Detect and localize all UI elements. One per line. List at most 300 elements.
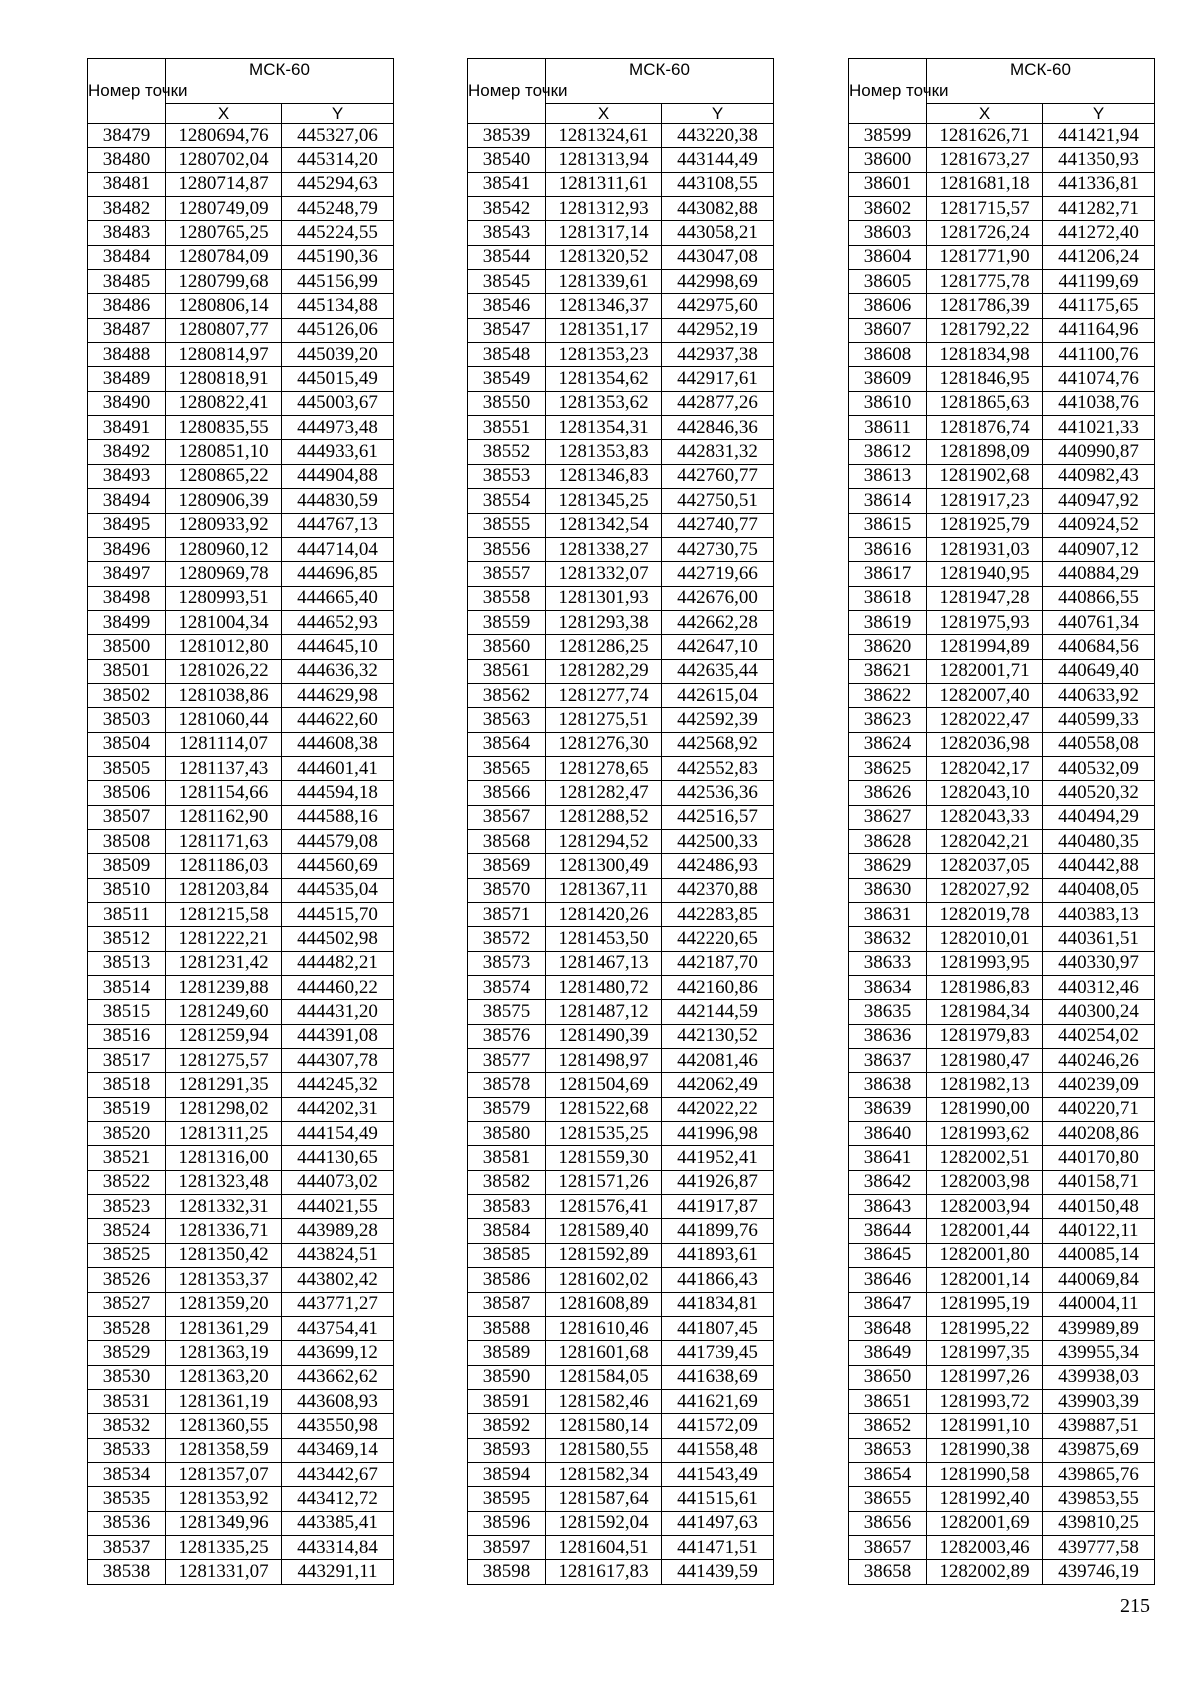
table-row [88, 1292, 394, 1316]
x-coordinate-cell: 1282003,46 [927, 1535, 1043, 1559]
x-coordinate-cell: 1281313,94 [546, 148, 662, 172]
x-coordinate-cell: 1282001,44 [927, 1219, 1043, 1243]
y-coordinate-cell: 440122,11 [1043, 1219, 1155, 1243]
table-row [468, 464, 774, 488]
table-row [468, 1024, 774, 1048]
point-number-cell: 38573 [468, 951, 546, 975]
table-row [849, 1414, 1155, 1438]
x-coordinate-cell: 1281317,14 [546, 221, 662, 245]
x-coordinate-cell: 1281582,46 [546, 1389, 662, 1413]
y-coordinate-cell: 444482,21 [282, 951, 394, 975]
point-number-cell: 38492 [88, 440, 166, 464]
y-coordinate-cell: 442062,49 [662, 1073, 774, 1097]
x-coordinate-cell: 1281316,00 [166, 1146, 282, 1170]
y-coordinate-cell: 440558,08 [1043, 732, 1155, 756]
point-number-cell: 38508 [88, 829, 166, 853]
point-number-cell: 38485 [88, 270, 166, 294]
table-row [849, 805, 1155, 829]
table-row [849, 124, 1155, 148]
x-coordinate-cell: 1281012,80 [166, 635, 282, 659]
y-coordinate-cell: 445190,36 [282, 245, 394, 269]
coordinate-system-header: МСК-60 [546, 59, 774, 104]
y-coordinate-cell: 441206,24 [1043, 245, 1155, 269]
y-coordinate-cell: 445003,67 [282, 391, 394, 415]
x-coordinate-cell: 1281990,00 [927, 1097, 1043, 1121]
point-number-cell: 38607 [849, 318, 927, 342]
y-coordinate-cell: 442160,86 [662, 976, 774, 1000]
x-coordinate-cell: 1281291,35 [166, 1073, 282, 1097]
x-coordinate-cell: 1281480,72 [546, 976, 662, 1000]
x-coordinate-cell: 1281453,50 [546, 927, 662, 951]
y-coordinate-cell: 444515,70 [282, 903, 394, 927]
x-coordinate-cell: 1281522,68 [546, 1097, 662, 1121]
x-coordinate-cell: 1282037,05 [927, 854, 1043, 878]
x-coordinate-cell: 1281331,07 [166, 1560, 282, 1584]
x-coordinate-cell: 1281186,03 [166, 854, 282, 878]
y-coordinate-cell: 441175,65 [1043, 294, 1155, 318]
y-coordinate-cell: 442516,57 [662, 805, 774, 829]
table-row [468, 903, 774, 927]
table-row [468, 221, 774, 245]
point-number-cell: 38588 [468, 1316, 546, 1340]
table-row [849, 903, 1155, 927]
point-number-cell: 38489 [88, 367, 166, 391]
x-coordinate-cell: 1281339,61 [546, 270, 662, 294]
y-coordinate-cell: 444622,60 [282, 708, 394, 732]
x-coordinate-cell: 1281898,09 [927, 440, 1043, 464]
table-row [849, 1389, 1155, 1413]
coordinate-system-header: МСК-60 [166, 59, 394, 104]
y-coordinate-cell: 445314,20 [282, 148, 394, 172]
x-column-header: X [927, 104, 1043, 124]
table-row [849, 1024, 1155, 1048]
y-coordinate-cell: 439955,34 [1043, 1341, 1155, 1365]
x-coordinate-cell: 1281038,86 [166, 683, 282, 707]
point-number-cell: 38479 [88, 124, 166, 148]
x-coordinate-cell: 1281162,90 [166, 805, 282, 829]
x-coordinate-cell: 1280818,91 [166, 367, 282, 391]
x-coordinate-cell: 1280865,22 [166, 464, 282, 488]
point-number-cell: 38577 [468, 1049, 546, 1073]
x-coordinate-cell: 1281026,22 [166, 659, 282, 683]
y-coordinate-cell: 442730,75 [662, 537, 774, 561]
y-coordinate-cell: 442187,70 [662, 951, 774, 975]
x-coordinate-cell: 1281301,93 [546, 586, 662, 610]
x-coordinate-cell: 1281601,68 [546, 1341, 662, 1365]
x-coordinate-cell: 1280694,76 [166, 124, 282, 148]
point-number-cell: 38571 [468, 903, 546, 927]
point-number-cell: 38493 [88, 464, 166, 488]
x-coordinate-cell: 1280960,12 [166, 537, 282, 561]
point-number-cell: 38591 [468, 1389, 546, 1413]
table-row [468, 1146, 774, 1170]
point-number-cell: 38656 [849, 1511, 927, 1535]
point-number-cell: 38599 [849, 124, 927, 148]
y-coordinate-cell: 439865,76 [1043, 1462, 1155, 1486]
x-coordinate-cell: 1281359,20 [166, 1292, 282, 1316]
y-coordinate-cell: 443550,98 [282, 1414, 394, 1438]
point-number-cell: 38506 [88, 781, 166, 805]
x-coordinate-cell: 1281203,84 [166, 878, 282, 902]
y-column-header: Y [282, 104, 394, 124]
y-coordinate-cell: 444307,78 [282, 1049, 394, 1073]
x-coordinate-cell: 1281982,13 [927, 1073, 1043, 1097]
point-number-cell: 38579 [468, 1097, 546, 1121]
x-coordinate-cell: 1281286,25 [546, 635, 662, 659]
table-row [468, 1487, 774, 1511]
table-row [88, 1560, 394, 1584]
point-number-cell: 38586 [468, 1268, 546, 1292]
x-coordinate-cell: 1281559,30 [546, 1146, 662, 1170]
y-coordinate-cell: 444021,55 [282, 1195, 394, 1219]
x-coordinate-cell: 1281353,23 [546, 343, 662, 367]
table-row [468, 197, 774, 221]
point-number-cell: 38551 [468, 416, 546, 440]
y-coordinate-cell: 443754,41 [282, 1316, 394, 1340]
x-coordinate-cell: 1282001,71 [927, 659, 1043, 683]
y-coordinate-cell: 445327,06 [282, 124, 394, 148]
y-coordinate-cell: 440208,86 [1043, 1122, 1155, 1146]
coordinates-body [468, 124, 774, 1585]
y-coordinate-cell: 443802,42 [282, 1268, 394, 1292]
point-number-cell: 38580 [468, 1122, 546, 1146]
x-coordinate-cell: 1281975,93 [927, 610, 1043, 634]
table-row [88, 1365, 394, 1389]
point-number-cell: 38543 [468, 221, 546, 245]
point-number-cell: 38504 [88, 732, 166, 756]
point-number-cell: 38512 [88, 927, 166, 951]
point-number-cell: 38602 [849, 197, 927, 221]
x-coordinate-cell: 1281320,52 [546, 245, 662, 269]
x-coordinate-cell: 1281275,57 [166, 1049, 282, 1073]
y-coordinate-cell: 444560,69 [282, 854, 394, 878]
x-coordinate-cell: 1281980,47 [927, 1049, 1043, 1073]
table-row [468, 1268, 774, 1292]
table-row [849, 221, 1155, 245]
y-coordinate-cell: 441282,71 [1043, 197, 1155, 221]
y-coordinate-cell: 445156,99 [282, 270, 394, 294]
point-number-cell: 38609 [849, 367, 927, 391]
y-coordinate-cell: 442740,77 [662, 513, 774, 537]
point-number-cell: 38553 [468, 464, 546, 488]
x-coordinate-cell: 1281584,05 [546, 1365, 662, 1389]
table-row [849, 1243, 1155, 1267]
point-number-cell: 38529 [88, 1341, 166, 1365]
table-row [88, 903, 394, 927]
table-row [88, 1073, 394, 1097]
point-number-cell: 38611 [849, 416, 927, 440]
y-coordinate-cell: 443442,67 [282, 1462, 394, 1486]
point-number-cell: 38547 [468, 318, 546, 342]
y-coordinate-cell: 439810,25 [1043, 1511, 1155, 1535]
y-coordinate-cell: 440085,14 [1043, 1243, 1155, 1267]
table-row [468, 1316, 774, 1340]
point-number-cell: 38653 [849, 1438, 927, 1462]
y-coordinate-cell: 441350,93 [1043, 148, 1155, 172]
y-coordinate-cell: 442846,36 [662, 416, 774, 440]
point-number-cell: 38565 [468, 756, 546, 780]
table-row [849, 1341, 1155, 1365]
point-number-cell: 38651 [849, 1389, 927, 1413]
y-coordinate-cell: 440947,92 [1043, 489, 1155, 513]
point-number-cell: 38536 [88, 1511, 166, 1535]
x-coordinate-cell: 1281346,83 [546, 464, 662, 488]
x-coordinate-cell: 1281259,94 [166, 1024, 282, 1048]
point-number-cell: 38522 [88, 1170, 166, 1194]
table-row [468, 416, 774, 440]
table-row [468, 367, 774, 391]
y-coordinate-cell: 440532,09 [1043, 756, 1155, 780]
y-coordinate-cell: 441893,61 [662, 1243, 774, 1267]
x-coordinate-cell: 1281786,39 [927, 294, 1043, 318]
table-row [468, 1243, 774, 1267]
y-coordinate-cell: 442750,51 [662, 489, 774, 513]
y-coordinate-cell: 444608,38 [282, 732, 394, 756]
point-number-cell: 38503 [88, 708, 166, 732]
y-coordinate-cell: 441021,33 [1043, 416, 1155, 440]
coordinates-table-1 [87, 58, 394, 1585]
table-row [468, 854, 774, 878]
point-number-cell: 38640 [849, 1122, 927, 1146]
table-row [468, 562, 774, 586]
point-number-cell: 38507 [88, 805, 166, 829]
point-number-cell: 38625 [849, 756, 927, 780]
table-row [849, 951, 1155, 975]
x-coordinate-cell: 1281997,26 [927, 1365, 1043, 1389]
table-row [468, 1389, 774, 1413]
y-coordinate-cell: 444652,93 [282, 610, 394, 634]
y-coordinate-cell: 442592,39 [662, 708, 774, 732]
y-coordinate-cell: 440520,32 [1043, 781, 1155, 805]
point-number-cell: 38585 [468, 1243, 546, 1267]
y-coordinate-cell: 442220,65 [662, 927, 774, 951]
point-number-cell: 38613 [849, 464, 927, 488]
point-number-cell: 38583 [468, 1195, 546, 1219]
point-number-cell: 38488 [88, 343, 166, 367]
point-number-cell: 38575 [468, 1000, 546, 1024]
x-coordinate-cell: 1281137,43 [166, 756, 282, 780]
y-coordinate-cell: 441807,45 [662, 1316, 774, 1340]
table-row [88, 1341, 394, 1365]
table-row [88, 1024, 394, 1048]
point-number-header: Номер точки [88, 59, 166, 124]
point-number-cell: 38480 [88, 148, 166, 172]
x-coordinate-cell: 1281312,93 [546, 197, 662, 221]
point-number-cell: 38587 [468, 1292, 546, 1316]
point-number-cell: 38482 [88, 197, 166, 221]
point-number-cell: 38618 [849, 586, 927, 610]
y-coordinate-cell: 442130,52 [662, 1024, 774, 1048]
y-coordinate-cell: 444830,59 [282, 489, 394, 513]
table-row [849, 367, 1155, 391]
table-row [88, 878, 394, 902]
x-coordinate-cell: 1280714,87 [166, 172, 282, 196]
x-coordinate-cell: 1281276,30 [546, 732, 662, 756]
y-coordinate-cell: 445015,49 [282, 367, 394, 391]
x-column-header: X [546, 104, 662, 124]
point-number-cell: 38497 [88, 562, 166, 586]
point-number-cell: 38636 [849, 1024, 927, 1048]
point-number-cell: 38515 [88, 1000, 166, 1024]
point-number-cell: 38520 [88, 1122, 166, 1146]
y-coordinate-cell: 439938,03 [1043, 1365, 1155, 1389]
y-coordinate-cell: 442283,85 [662, 903, 774, 927]
x-coordinate-cell: 1281589,40 [546, 1219, 662, 1243]
x-coordinate-cell: 1281673,27 [927, 148, 1043, 172]
x-coordinate-cell: 1280749,09 [166, 197, 282, 221]
table-row [88, 343, 394, 367]
point-number-cell: 38650 [849, 1365, 927, 1389]
table-row [88, 270, 394, 294]
point-number-cell: 38578 [468, 1073, 546, 1097]
table-row [849, 756, 1155, 780]
point-number-cell: 38615 [849, 513, 927, 537]
table-row [849, 854, 1155, 878]
table-row [468, 1292, 774, 1316]
point-number-cell: 38545 [468, 270, 546, 294]
y-coordinate-cell: 443082,88 [662, 197, 774, 221]
x-coordinate-cell: 1281282,29 [546, 659, 662, 683]
y-coordinate-cell: 445294,63 [282, 172, 394, 196]
y-coordinate-cell: 441638,69 [662, 1365, 774, 1389]
point-number-cell: 38562 [468, 683, 546, 707]
table-row [849, 148, 1155, 172]
y-coordinate-cell: 441515,61 [662, 1487, 774, 1511]
x-coordinate-cell: 1282036,98 [927, 732, 1043, 756]
x-coordinate-cell: 1281608,89 [546, 1292, 662, 1316]
x-coordinate-cell: 1281335,25 [166, 1535, 282, 1559]
y-coordinate-cell: 440442,88 [1043, 854, 1155, 878]
point-number-cell: 38516 [88, 1024, 166, 1048]
table-row [849, 732, 1155, 756]
page-number: 215 [1120, 1595, 1150, 1617]
table-row [849, 513, 1155, 537]
table-row [88, 197, 394, 221]
y-coordinate-cell: 444767,13 [282, 513, 394, 537]
point-number-cell: 38505 [88, 756, 166, 780]
point-number-cell: 38538 [88, 1560, 166, 1584]
table-row [88, 464, 394, 488]
point-number-cell: 38639 [849, 1097, 927, 1121]
x-coordinate-cell: 1281592,89 [546, 1243, 662, 1267]
table-row [849, 1438, 1155, 1462]
y-coordinate-cell: 444579,08 [282, 829, 394, 853]
y-coordinate-cell: 442662,28 [662, 610, 774, 634]
point-number-cell: 38560 [468, 635, 546, 659]
x-coordinate-cell: 1282002,51 [927, 1146, 1043, 1170]
table-row [88, 1097, 394, 1121]
point-number-cell: 38655 [849, 1487, 927, 1511]
table-row [468, 270, 774, 294]
point-number-cell: 38584 [468, 1219, 546, 1243]
y-coordinate-cell: 441199,69 [1043, 270, 1155, 294]
y-coordinate-cell: 440170,80 [1043, 1146, 1155, 1170]
coordinates-table-2 [467, 58, 774, 1585]
table-row [88, 1195, 394, 1219]
table-row [88, 1243, 394, 1267]
point-number-cell: 38623 [849, 708, 927, 732]
table-row [849, 1268, 1155, 1292]
y-coordinate-cell: 443058,21 [662, 221, 774, 245]
point-number-cell: 38576 [468, 1024, 546, 1048]
y-coordinate-cell: 441272,40 [1043, 221, 1155, 245]
table-row [468, 1535, 774, 1559]
x-coordinate-cell: 1282027,92 [927, 878, 1043, 902]
table-row [88, 367, 394, 391]
y-coordinate-cell: 442998,69 [662, 270, 774, 294]
point-number-cell: 38594 [468, 1462, 546, 1486]
y-coordinate-cell: 440069,84 [1043, 1268, 1155, 1292]
table-row [849, 343, 1155, 367]
table-row [88, 586, 394, 610]
point-number-cell: 38501 [88, 659, 166, 683]
y-coordinate-cell: 440990,87 [1043, 440, 1155, 464]
x-coordinate-cell: 1281617,83 [546, 1560, 662, 1584]
table-row [468, 1462, 774, 1486]
x-coordinate-cell: 1281504,69 [546, 1073, 662, 1097]
y-coordinate-cell: 444460,22 [282, 976, 394, 1000]
x-coordinate-cell: 1282022,47 [927, 708, 1043, 732]
point-number-cell: 38624 [849, 732, 927, 756]
y-coordinate-cell: 439777,58 [1043, 1535, 1155, 1559]
point-number-cell: 38490 [88, 391, 166, 415]
point-number-cell: 38495 [88, 513, 166, 537]
coordinate-system-header: МСК-60 [927, 59, 1155, 104]
table-row [849, 1292, 1155, 1316]
point-number-cell: 38645 [849, 1243, 927, 1267]
point-number-cell: 38561 [468, 659, 546, 683]
x-coordinate-cell: 1281498,97 [546, 1049, 662, 1073]
table-row [849, 270, 1155, 294]
table-row [88, 829, 394, 853]
point-number-cell: 38616 [849, 537, 927, 561]
point-number-cell: 38496 [88, 537, 166, 561]
point-number-cell: 38572 [468, 927, 546, 951]
point-number-cell: 38590 [468, 1365, 546, 1389]
x-coordinate-cell: 1281282,47 [546, 781, 662, 805]
table-row [88, 1122, 394, 1146]
table-row [849, 976, 1155, 1000]
x-coordinate-cell: 1281353,37 [166, 1268, 282, 1292]
table-row [468, 1122, 774, 1146]
point-number-cell: 38633 [849, 951, 927, 975]
y-coordinate-cell: 444601,41 [282, 756, 394, 780]
point-number-cell: 38566 [468, 781, 546, 805]
point-number-cell: 38593 [468, 1438, 546, 1462]
point-number-cell: 38637 [849, 1049, 927, 1073]
x-coordinate-cell: 1281324,61 [546, 124, 662, 148]
table-row [849, 489, 1155, 513]
y-coordinate-cell: 442615,04 [662, 683, 774, 707]
y-coordinate-cell: 440383,13 [1043, 903, 1155, 927]
x-coordinate-cell: 1282042,21 [927, 829, 1043, 853]
point-number-cell: 38563 [468, 708, 546, 732]
table-row [849, 1316, 1155, 1340]
y-coordinate-cell: 443771,27 [282, 1292, 394, 1316]
table-row [468, 1049, 774, 1073]
y-coordinate-cell: 440649,40 [1043, 659, 1155, 683]
y-coordinate-cell: 441926,87 [662, 1170, 774, 1194]
y-coordinate-cell: 444629,98 [282, 683, 394, 707]
table-row [468, 294, 774, 318]
table-row [849, 245, 1155, 269]
point-number-cell: 38598 [468, 1560, 546, 1584]
point-number-cell: 38550 [468, 391, 546, 415]
x-coordinate-cell: 1281311,61 [546, 172, 662, 196]
point-number-cell: 38629 [849, 854, 927, 878]
point-number-cell: 38592 [468, 1414, 546, 1438]
table-row [88, 562, 394, 586]
